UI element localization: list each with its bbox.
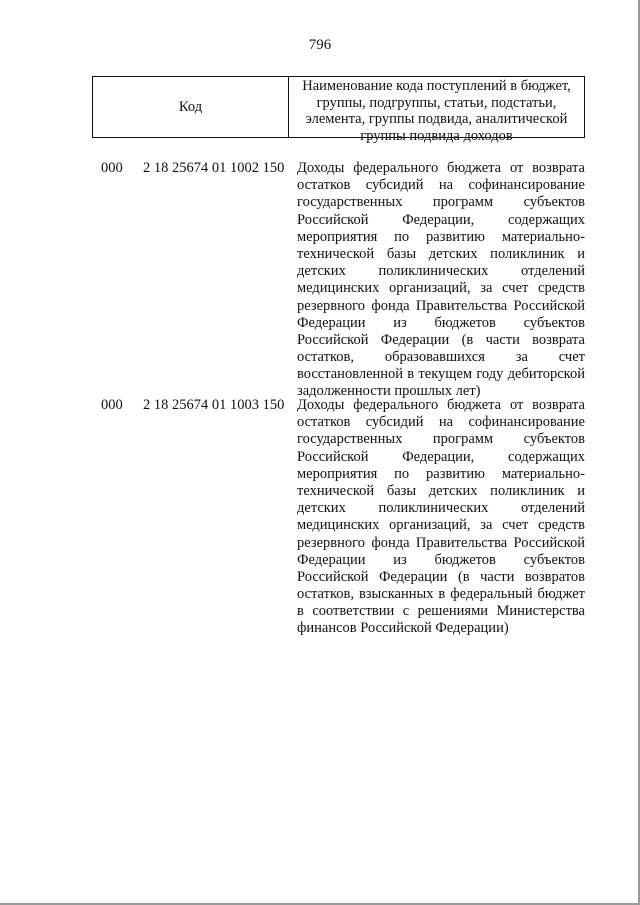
header-name-line: группы, подгруппы, статьи, подстатьи,: [316, 94, 557, 111]
description-line: Федерации из бюджетов субъектов: [297, 314, 585, 331]
header-code-label: Код: [178, 98, 203, 115]
description-line: резервного фонда Правительства Российской: [297, 534, 585, 551]
header-code-cell: [93, 77, 289, 137]
row-type-code: 000: [101, 160, 123, 176]
row-description: [297, 160, 585, 401]
header-name-line: группы подвида доходов: [360, 127, 513, 144]
description-line: мероприятия по развитию материально-: [297, 228, 585, 245]
description-line: Федерации из бюджетов субъектов: [297, 551, 585, 568]
description-line: детских поликлинических отделений: [297, 500, 585, 517]
description-line: технической базы детских поликлиник и: [297, 482, 585, 499]
description-line: Доходы федерального бюджета от возврата: [297, 160, 585, 176]
row-budget-code: 2 18 25674 01 1003 150: [143, 397, 285, 413]
description-line: восстановленной в текущем году дебиторской: [297, 366, 585, 383]
header-name-line: Наименование кода поступлений в бюджет,: [302, 78, 571, 94]
description-line: мероприятия по развитию материально-: [297, 465, 585, 482]
table-header: [92, 76, 585, 144]
description-line: детских поликлинических отделений: [297, 263, 585, 280]
description-line: остатков субсидий на софинансирование: [297, 177, 585, 194]
description-line: Доходы федерального бюджета от возврата: [297, 397, 585, 413]
description-line: медицинских организаций, за счет средств: [297, 280, 585, 297]
row-budget-code: 2 18 25674 01 1002 150: [143, 160, 285, 176]
row-type-code: 000: [101, 397, 123, 413]
description-line: технической базы детских поликлиник и: [297, 245, 585, 262]
page-number: 796: [308, 37, 332, 53]
row-description: [297, 397, 585, 638]
description-line: Российской Федерации (в части возврата: [297, 331, 585, 348]
description-line: в соответствии с решениями Министерства: [297, 603, 585, 620]
description-line: финансов Российской Федерации): [297, 620, 509, 637]
description-line: остатков, образовавшихся за счет: [297, 349, 585, 366]
header-name-line: элемента, группы подвида, аналитической: [305, 111, 568, 127]
description-line: медицинских организаций, за счет средств: [297, 517, 585, 534]
description-line: Российской Федерации (в части возвратов: [297, 568, 585, 585]
description-line: задолженности прошлых лет): [297, 383, 481, 400]
description-line: государственных программ субъектов: [297, 431, 585, 448]
description-line: государственных программ субъектов: [297, 194, 585, 211]
description-line: Российской Федерации, содержащих: [297, 448, 585, 465]
description-line: остатков, взысканных в федеральный бюджет: [297, 586, 585, 603]
description-line: остатков субсидий на софинансирование: [297, 414, 585, 431]
description-line: Российской Федерации, содержащих: [297, 211, 585, 228]
header-name-cell: [289, 77, 584, 144]
description-line: резервного фонда Правительства Российской: [297, 297, 585, 314]
